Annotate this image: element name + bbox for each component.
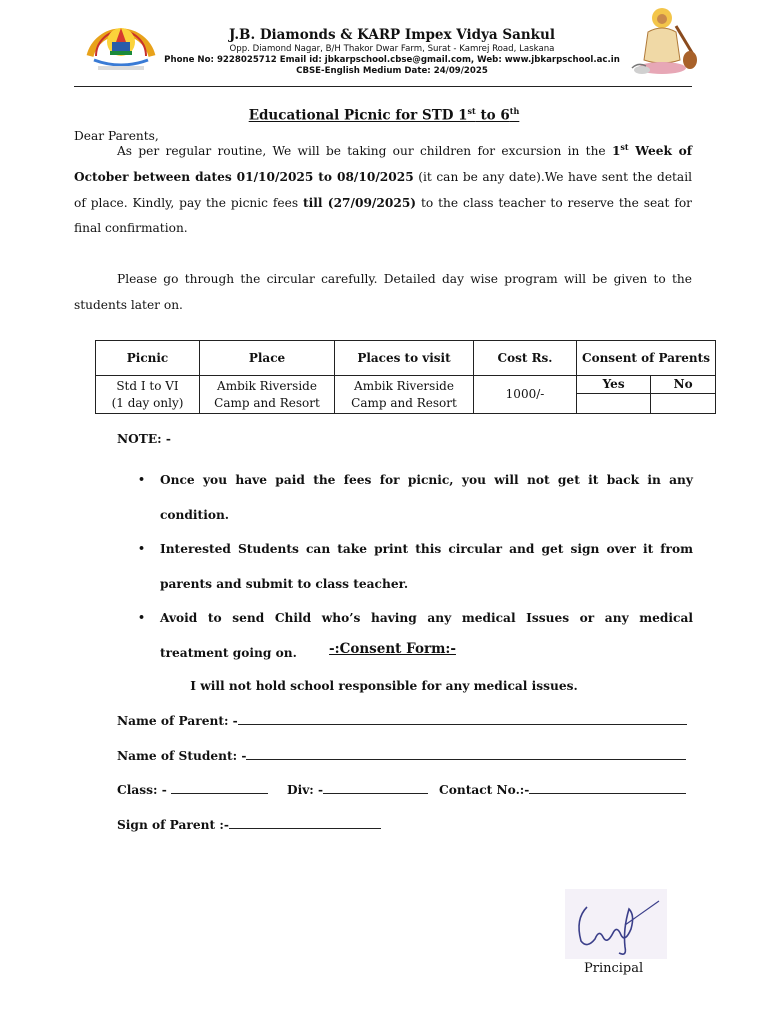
principal-signature	[565, 889, 667, 959]
col-places-to-visit: Places to visit	[335, 341, 474, 376]
bullet-icon: •	[138, 611, 146, 624]
table-header-row	[96, 341, 716, 376]
greeting: Dear Parents,	[74, 129, 159, 143]
consent-yes-box[interactable]	[577, 394, 651, 414]
note-label: NOTE: -	[117, 432, 171, 446]
consent-yes-label: Yes	[577, 376, 651, 394]
school-contact: Phone No: 9228025712 Email id: jbkarpschool.cbse@gmail.com, Web: www.jbkarpschool.ac.in	[164, 55, 620, 65]
col-picnic: Picnic	[96, 341, 200, 376]
list-item: • Once you have paid the fees for picnic, you will not get it back in any condition.	[138, 463, 693, 532]
student-name-field[interactable]: Name of Student: -	[117, 748, 686, 763]
school-address: Opp. Diamond Nagar, B/H Thakor Dwar Farm, Surat - Kamrej Road, Laskana	[229, 44, 555, 54]
paragraph-program: Please go through the circular carefully. Detailed day wise program will be given to the students later on.	[74, 272, 692, 312]
parent-sign-field[interactable]: Sign of Parent :-	[117, 817, 381, 832]
header-divider	[74, 86, 692, 87]
col-cost: Cost Rs.	[474, 341, 577, 376]
school-name: J.B. Diamonds & KARP Impex Vidya Sankul	[229, 27, 555, 43]
contact-field[interactable]: Contact No.:-	[439, 782, 686, 797]
list-item: • Avoid to send Child who’s having any medical Issues or any medical treatment going on.	[138, 601, 693, 670]
cell-places-to-visit: Ambik Riverside Camp and Resort	[335, 376, 474, 414]
consent-form-title: -:Consent Form:-	[329, 641, 456, 657]
list-item: • Interested Students can take print this circular and get sign over it from parents and submit to class teacher.	[138, 532, 693, 601]
saraswati-goddess-icon	[628, 4, 700, 82]
cell-cost: 1000/-	[474, 376, 577, 414]
principal-label: Principal	[584, 961, 644, 976]
cell-picnic: Std I to VI (1 day only)	[96, 376, 200, 414]
picnic-table	[95, 340, 716, 414]
bullet-icon: •	[138, 473, 146, 486]
school-header	[160, 26, 624, 77]
handwritten-signature-icon	[565, 889, 667, 959]
consent-no-box[interactable]	[651, 394, 716, 414]
consent-statement: I will not hold school responsible for any medical issues.	[190, 679, 578, 693]
div-field[interactable]: Div: -	[287, 782, 428, 797]
board-and-date: CBSE-English Medium Date: 24/09/2025	[296, 66, 488, 76]
consent-no-label: No	[651, 376, 716, 394]
paragraph-excursion: As per regular routine, We will be taking our children for excursion in the 1st Week of October between dates 01/10/2025 to 08/10/2025 (it can be any date).We have sent the detail of place. Kindly, pay the picnic fees till (27/09/2025) to the class teacher to reserve the seat for final confirmation.	[74, 141, 692, 236]
class-field[interactable]: Class: -	[117, 782, 268, 797]
col-place: Place	[200, 341, 335, 376]
parent-name-field[interactable]: Name of Parent: -	[117, 713, 687, 728]
circular-title: Educational Picnic for STD 1st to 6th	[248, 106, 520, 124]
cell-place: Ambik Riverside Camp and Resort	[200, 376, 335, 414]
school-emblem-icon	[84, 12, 158, 74]
table-row	[96, 376, 716, 394]
bullet-icon: •	[138, 542, 146, 555]
col-consent: Consent of Parents	[577, 341, 716, 376]
notes-list	[138, 463, 693, 670]
